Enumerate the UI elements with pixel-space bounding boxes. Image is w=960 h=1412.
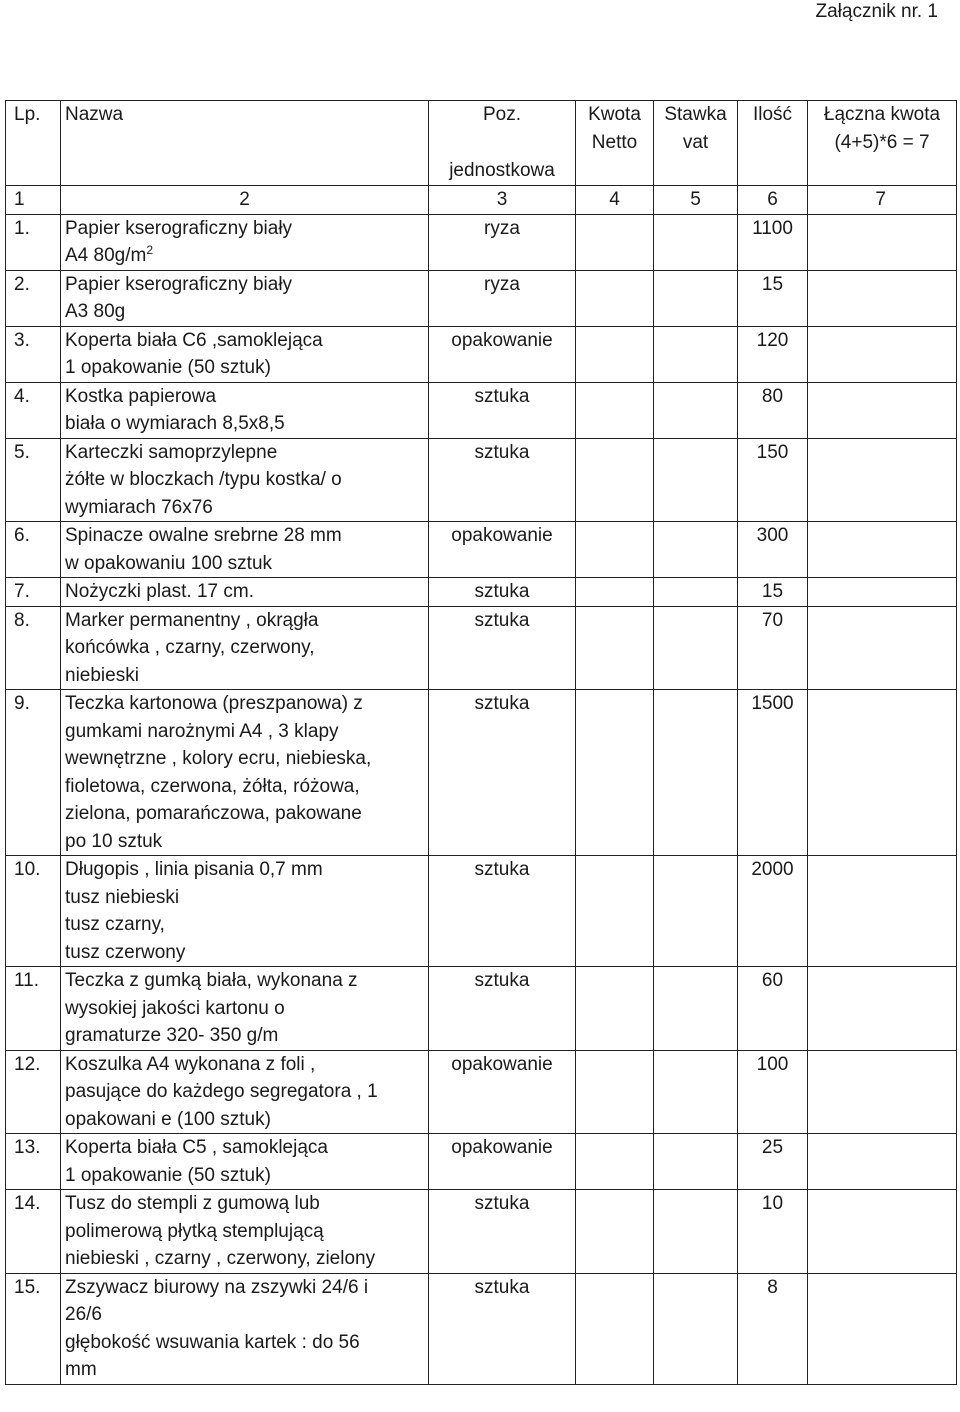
row-qty: 70 [738,606,808,690]
colnum-5: 5 [654,186,738,215]
row-qty: 1500 [738,690,808,856]
table-row [6,438,957,522]
row-net [576,1134,654,1190]
row-total [808,690,957,856]
row-total [808,1273,957,1384]
colnum-1: 1 [6,186,61,215]
row-lp: 12. [6,1050,61,1134]
row-net [576,856,654,967]
row-vat [654,326,738,382]
row-total [808,438,957,522]
row-unit: sztuka [429,690,576,856]
row-vat [654,967,738,1051]
row-lp: 6. [6,522,61,578]
row-vat [654,690,738,856]
row-total [808,967,957,1051]
row-vat [654,1134,738,1190]
row-net [576,1050,654,1134]
colnum-6: 6 [738,186,808,215]
row-vat [654,522,738,578]
header-unit-bottom: jednostkowa [449,160,555,181]
order-table [5,100,957,1385]
row-vat [654,438,738,522]
column-numbers-row [6,186,957,215]
table-row [6,1190,957,1274]
row-name: Teczka kartonowa (preszpanowa) z gumkami narożnymi A4 , 3 klapy wewnętrzne , kolory ecru, niebieska, fioletowa, czerwona, żółta, różowa, zielona, pomarańczowa, pakowane po 10 sztuk [61,690,429,856]
table-row [6,522,957,578]
row-net [576,326,654,382]
row-qty: 1100 [738,214,808,270]
row-total [808,606,957,690]
table-row [6,1273,957,1384]
table-row [6,690,957,856]
table-row [6,1134,957,1190]
row-qty: 120 [738,326,808,382]
row-qty: 10 [738,1190,808,1274]
row-vat [654,382,738,438]
row-vat [654,606,738,690]
header-name: Nazwa [61,101,429,186]
row-unit: sztuka [429,438,576,522]
row-unit: sztuka [429,382,576,438]
row-net [576,967,654,1051]
row-unit: sztuka [429,606,576,690]
row-lp: 13. [6,1134,61,1190]
row-total [808,522,957,578]
row-name [61,214,429,270]
row-name: Tusz do stempli z gumową lub polimerową płytką stemplującą niebieski , czarny , czerwony, zielony [61,1190,429,1274]
row-vat [654,856,738,967]
table-row [6,606,957,690]
appendix-label: Załącznik nr. 1 [815,1,938,22]
row-qty: 60 [738,967,808,1051]
row-net [576,214,654,270]
row-net [576,1190,654,1274]
row-lp: 9. [6,690,61,856]
row-unit: sztuka [429,578,576,607]
row-name: Długopis , linia pisania 0,7 mm tusz niebieski tusz czarny, tusz czerwony [61,856,429,967]
colnum-2: 2 [61,186,429,215]
table-row [6,382,957,438]
row-unit: sztuka [429,1190,576,1274]
row-unit: opakowanie [429,1134,576,1190]
table-row [6,214,957,270]
row-unit: opakowanie [429,326,576,382]
row-qty: 8 [738,1273,808,1384]
row-net [576,690,654,856]
row-qty: 15 [738,578,808,607]
row-total [808,214,957,270]
row-net [576,438,654,522]
row-net [576,606,654,690]
row-total [808,1190,957,1274]
row-name: Nożyczki plast. 17 cm. [61,578,429,607]
row-total [808,578,957,607]
row-lp: 11. [6,967,61,1051]
row-name-superscript: 2 [146,243,154,257]
row-net [576,522,654,578]
table-row [6,967,957,1051]
header-total: Łączna kwota (4+5)*6 = 7 [808,101,957,186]
row-total [808,382,957,438]
header-row [6,101,957,186]
row-lp: 4. [6,382,61,438]
row-lp: 14. [6,1190,61,1274]
row-name: Marker permanentny , okrągła końcówka , czarny, czerwony, niebieski [61,606,429,690]
header-vat: Stawka vat [654,101,738,186]
row-total [808,1134,957,1190]
row-lp: 10. [6,856,61,967]
header-unit [429,101,576,186]
table-row [6,270,957,326]
colnum-7: 7 [808,186,957,215]
row-lp: 2. [6,270,61,326]
row-net [576,382,654,438]
row-qty: 25 [738,1134,808,1190]
header-qty: Ilość [738,101,808,186]
row-qty: 150 [738,438,808,522]
row-name: Zszywacz biurowy na zszywki 24/6 i 26/6 głębokość wsuwania kartek : do 56 mm [61,1273,429,1384]
row-name: Teczka z gumką biała, wykonana z wysokiej jakości kartonu o gramaturze 320- 350 g/m [61,967,429,1051]
colnum-4: 4 [576,186,654,215]
row-qty: 100 [738,1050,808,1134]
row-qty: 15 [738,270,808,326]
row-vat [654,1190,738,1274]
row-vat [654,1273,738,1384]
row-name: Karteczki samoprzylepne żółte w bloczkach /typu kostka/ o wymiarach 76x76 [61,438,429,522]
header-net: Kwota Netto [576,101,654,186]
colnum-3: 3 [429,186,576,215]
row-lp: 5. [6,438,61,522]
table-row [6,578,957,607]
table-row [6,1050,957,1134]
row-unit: ryza [429,270,576,326]
row-unit: opakowanie [429,522,576,578]
row-lp: 15. [6,1273,61,1384]
header-lp: Lp. [6,101,61,186]
row-qty: 80 [738,382,808,438]
row-net [576,1273,654,1384]
row-total [808,856,957,967]
row-net [576,578,654,607]
row-total [808,326,957,382]
row-name: Kostka papierowa biała o wymiarach 8,5x8,5 [61,382,429,438]
row-vat [654,1050,738,1134]
row-net [576,270,654,326]
header-unit-top: Poz. [482,104,522,125]
row-qty: 300 [738,522,808,578]
row-name: Spinacze owalne srebrne 28 mm w opakowaniu 100 sztuk [61,522,429,578]
row-name: Papier kserograficzny biały A3 80g [61,270,429,326]
row-lp: 1. [6,214,61,270]
row-unit: ryza [429,214,576,270]
row-lp: 3. [6,326,61,382]
table-row [6,326,957,382]
row-total [808,270,957,326]
row-lp: 8. [6,606,61,690]
row-unit: sztuka [429,967,576,1051]
row-name: Koszulka A4 wykonana z foli , pasujące do każdego segregatora , 1 opakowani e (100 sztuk) [61,1050,429,1134]
row-unit: sztuka [429,1273,576,1384]
table-row [6,856,957,967]
row-qty: 2000 [738,856,808,967]
row-unit: opakowanie [429,1050,576,1134]
row-lp: 7. [6,578,61,607]
row-vat [654,270,738,326]
row-total [808,1050,957,1134]
row-name-text: Papier kserograficzny biały A4 80g/m [65,217,293,266]
row-vat [654,214,738,270]
row-vat [654,578,738,607]
row-name: Koperta biała C5 , samoklejąca 1 opakowanie (50 sztuk) [61,1134,429,1190]
row-name: Koperta biała C6 ,samoklejąca 1 opakowanie (50 sztuk) [61,326,429,382]
row-unit: sztuka [429,856,576,967]
